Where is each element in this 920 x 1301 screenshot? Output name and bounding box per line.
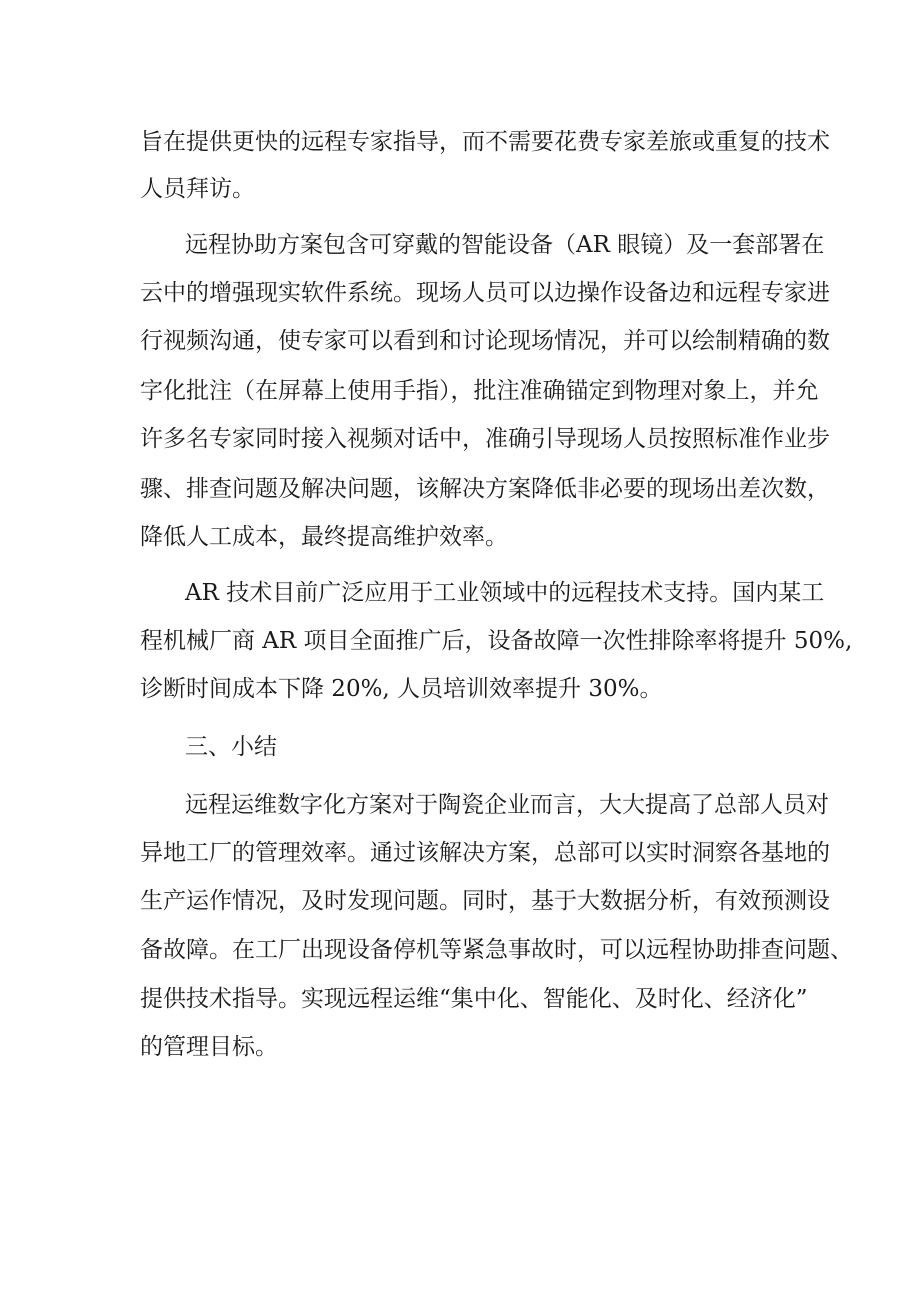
text-line: 生产运作情况，及时发现问题。同时，基于大数据分析，有效预测设 <box>140 888 830 914</box>
text-line: 骤、排查问题及解决问题，该解决方案降低非必要的现场出差次数， <box>140 476 830 502</box>
text-line: 提供技术指导。实现远程运维“集中化、智能化、及时化、经济化” <box>140 986 808 1012</box>
text-line: 降低人工成本，最终提高维护效率。 <box>140 524 508 550</box>
section-heading: 三、小结 <box>185 734 277 760</box>
text-line: 字化批注（在屏幕上使用手指），批注准确锚定到物理对象上，并允 <box>140 378 819 404</box>
text-line: 异地工厂的管理效率。通过该解决方案，总部可以实时洞察各基地的 <box>140 840 830 866</box>
text-line: 诊断时间成本下降 20%, 人员培训效率提升 30%。 <box>140 676 663 702</box>
text-line: 的管理目标。 <box>140 1034 278 1060</box>
text-line: 行视频沟通，使专家可以看到和讨论现场情况，并可以绘制精确的数 <box>140 328 830 354</box>
text-line: 远程协助方案包含可穿戴的智能设备（AR 眼镜）及一套部署在 <box>185 232 825 258</box>
text-line: AR 技术目前广泛应用于工业领域中的远程技术支持。国内某工 <box>185 580 825 606</box>
text-line: 旨在提供更快的远程专家指导，而不需要花费专家差旅或重复的技术 <box>140 129 830 155</box>
text-line: 许多名专家同时接入视频对话中，准确引导现场人员按照标准作业步 <box>140 426 830 452</box>
text-line: 程机械厂商 AR 项目全面推广后，设备故障一次性排除率将提升 50%, <box>140 628 853 654</box>
text-line: 人员拜访。 <box>140 176 255 202</box>
text-line: 云中的增强现实软件系统。现场人员可以边操作设备边和远程专家进 <box>140 280 830 306</box>
text-line: 远程运维数字化方案对于陶瓷企业而言，大大提高了总部人员对 <box>185 792 829 818</box>
text-line: 备故障。在工厂出现设备停机等紧急事故时，可以远程协助排查问题、 <box>140 937 853 963</box>
